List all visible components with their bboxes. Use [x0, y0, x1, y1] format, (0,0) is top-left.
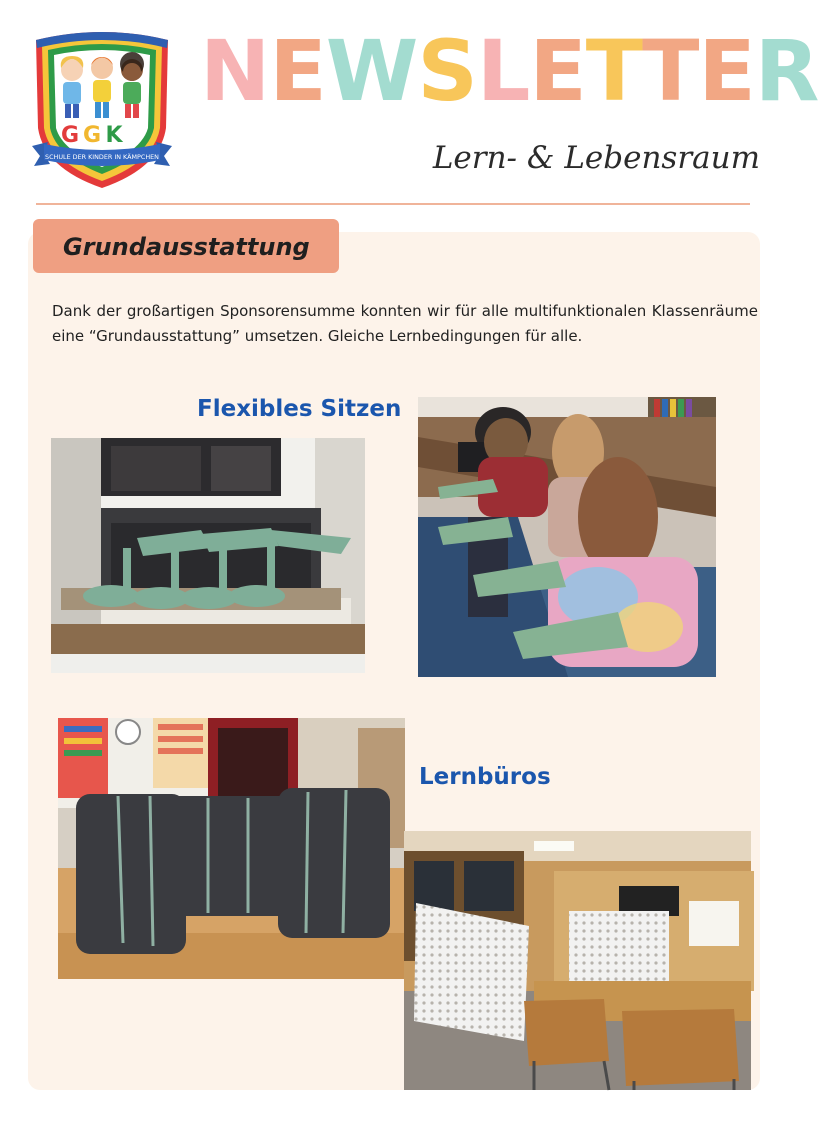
- title-letter: E: [529, 22, 586, 120]
- logo-ribbon-text: SCHULE DER KINDER IN KÄMPCHEN: [45, 153, 159, 161]
- school-logo: [30, 28, 174, 190]
- logo-letter-1: G: [60, 123, 80, 148]
- photo-green-seats-windowsill: [51, 438, 365, 673]
- caption-learning-offices: Lernbüros: [419, 764, 551, 790]
- photo-perforated-screens-classroom: [404, 831, 751, 1090]
- section-heading: Grundausstattung: [63, 233, 310, 261]
- title-letter: R: [754, 22, 818, 120]
- title-letter: E: [698, 22, 755, 120]
- newsletter-subtitle: Lern- & Lebensraum: [432, 140, 760, 176]
- newsletter-title: [200, 22, 818, 120]
- caption-flexible-seating: Flexibles Sitzen: [197, 396, 402, 422]
- intro-paragraph: Dank der großartigen Sponsorensumme konnten wir für alle multifunktionalen Klassenräume eine “Grundausstattung” umsetzen. Gleiche Lernbedingungen für alle.: [52, 302, 758, 345]
- logo-letter-2: G: [82, 123, 102, 148]
- photo-children-flexible-seats: [418, 397, 716, 677]
- title-letter: N: [200, 22, 270, 120]
- title-letter: E: [269, 22, 326, 120]
- title-letter: S: [417, 22, 477, 120]
- title-letter: L: [476, 22, 530, 120]
- photo-felt-desk-divider: [58, 718, 405, 979]
- header-divider: [36, 203, 750, 205]
- title-letter: W: [325, 22, 418, 120]
- title-letter: T: [642, 22, 699, 120]
- title-letter: T: [585, 22, 643, 120]
- logo-letter-3: K: [105, 123, 123, 148]
